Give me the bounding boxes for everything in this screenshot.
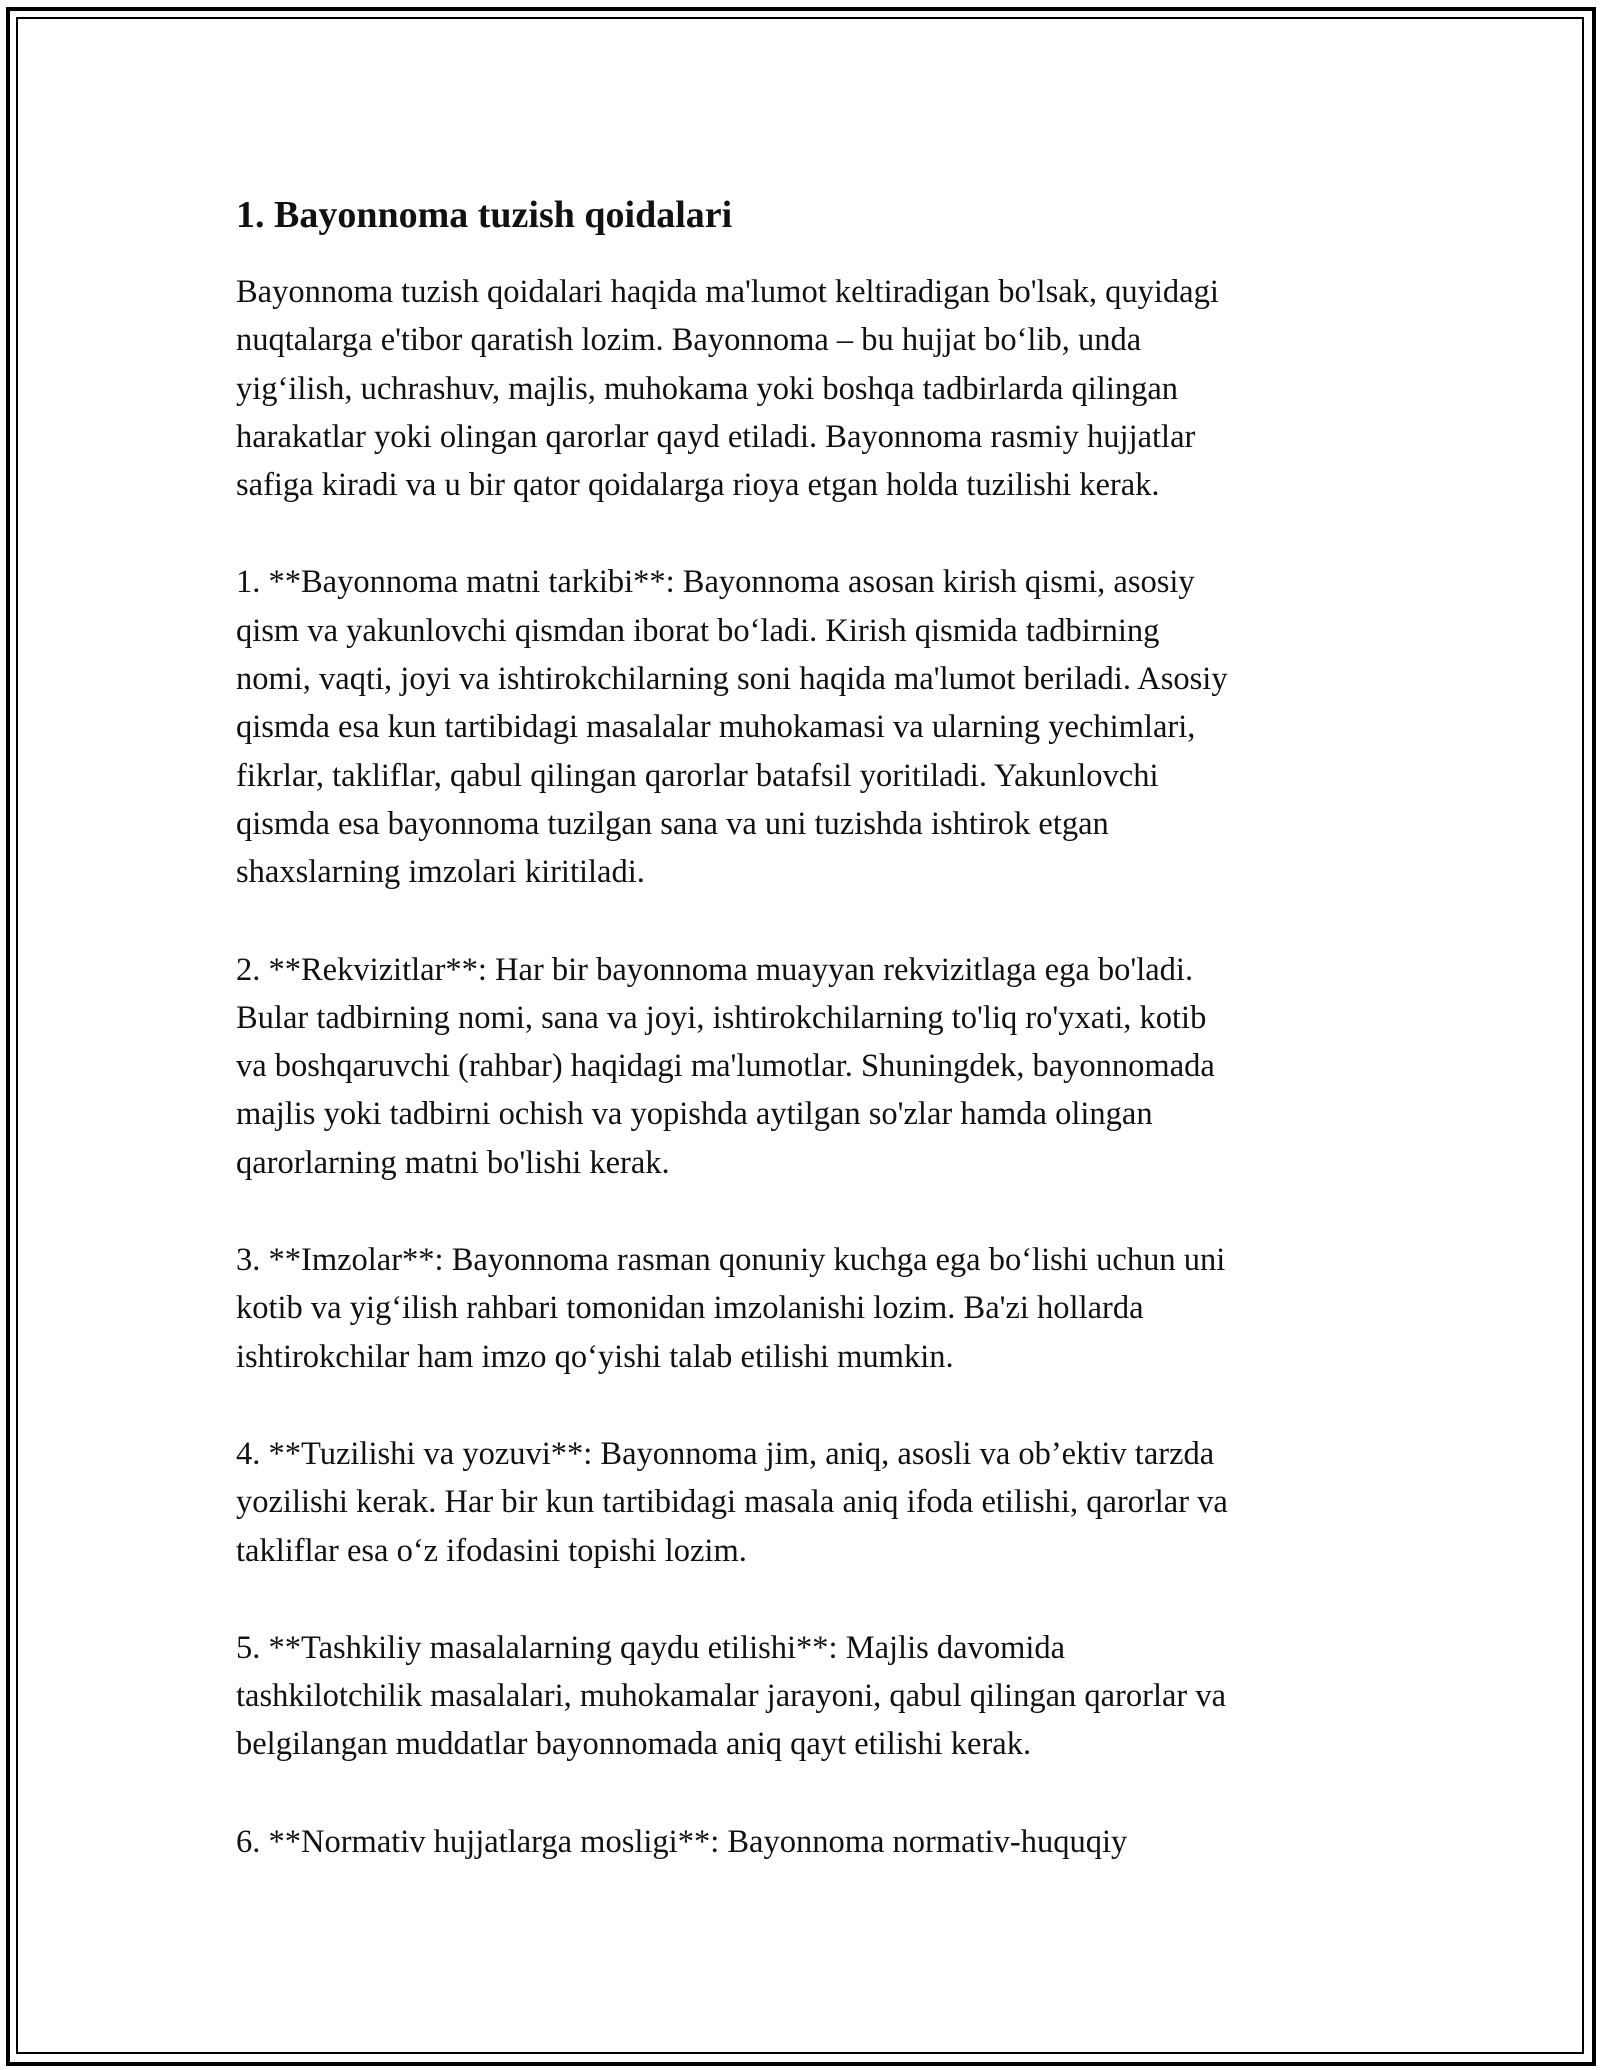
list-item-6: 6. **Normativ hujjatlarga mosligi**: Bayonnoma normativ-huquqiy (236, 1823, 1128, 1860)
section-heading: 1. Bayonnoma tuzish qoidalari (236, 194, 733, 236)
list-item-4: 4. **Tuzilishi va yozuvi**: Bayonnoma jim, aniq, asosli va ob’ektiv tarzda yozilishi kerak. Har bir kun tartibidagi masala aniq ifoda etilishi, qarorlar va takliflar esa o‘z ifodasini topishi lozim. (236, 1435, 1228, 1569)
list-item-1: 1. **Bayonnoma matni tarkibi**: Bayonnoma asosan kirish qismi, asosiy qism va yakunlovchi qismdan iborat bo‘ladi. Kirish qismida tadbirning nomi, vaqti, joyi va ishtirokchilarning soni haqida ma'lumot beriladi. Asosiy qismda esa kun tartibidagi masalalar muhokamasi va ularning yechimlari, fikrlar, takliflar, qabul qilingan qarorlar batafsil yoritiladi. Yakunlovchi qismda esa bayonnoma tuzilgan sana va uni tuzishda ishtirok etgan shaxslarning imzolari kiritiladi. (236, 564, 1228, 891)
list-item-2: 2. **Rekvizitlar**: Har bir bayonnoma muayyan rekvizitlaga ega bo'ladi. Bular tadbirning nomi, sana va joyi, ishtirokchilarning to'liq ro'yxati, kotib va boshqaruvchi (rahbar) haqidagi ma'lumotlar. Shuningdek, bayonnomada majlis yoki tadbirni ochish va yopishda aytilgan so'zlar hamda olingan qarorlarning matni bo'lishi kerak. (236, 951, 1215, 1181)
list-item-3: 3. **Imzolar**: Bayonnoma rasman qonuniy kuchga ega bo‘lishi uchun uni kotib va yig‘ilish rahbari tomonidan imzolanishi lozim. Ba'zi hollarda ishtirokchilar ham imzo qo‘yishi talab etilishi mumkin. (236, 1242, 1226, 1375)
list-item-5: 5. **Tashkiliy masalalarning qaydu etilishi**: Majlis davomida tashkilotchilik masalalari, muhokamalar jarayoni, qabul qilingan qarorlar va belgilangan muddatlar bayonnomada aniq qayt etilishi kerak. (236, 1629, 1227, 1763)
intro-paragraph: Bayonnoma tuzish qoidalari haqida ma'lumot keltiradigan bo'lsak, quyidagi nuqtalarga e'tibor qaratish lozim. Bayonnoma – bu hujjat bo‘lib, unda yig‘ilish, uchrashuv, majlis, muhokama yoki boshqa tadbirlarda qilingan harakatlar yoki olingan qarorlar qayd etiladi. Bayonnoma rasmiy hujjatlar safiga kiradi va u bir qator qoidalarga rioya etgan holda tuzilishi kerak. (236, 274, 1219, 504)
document-body (236, 188, 1396, 1915)
